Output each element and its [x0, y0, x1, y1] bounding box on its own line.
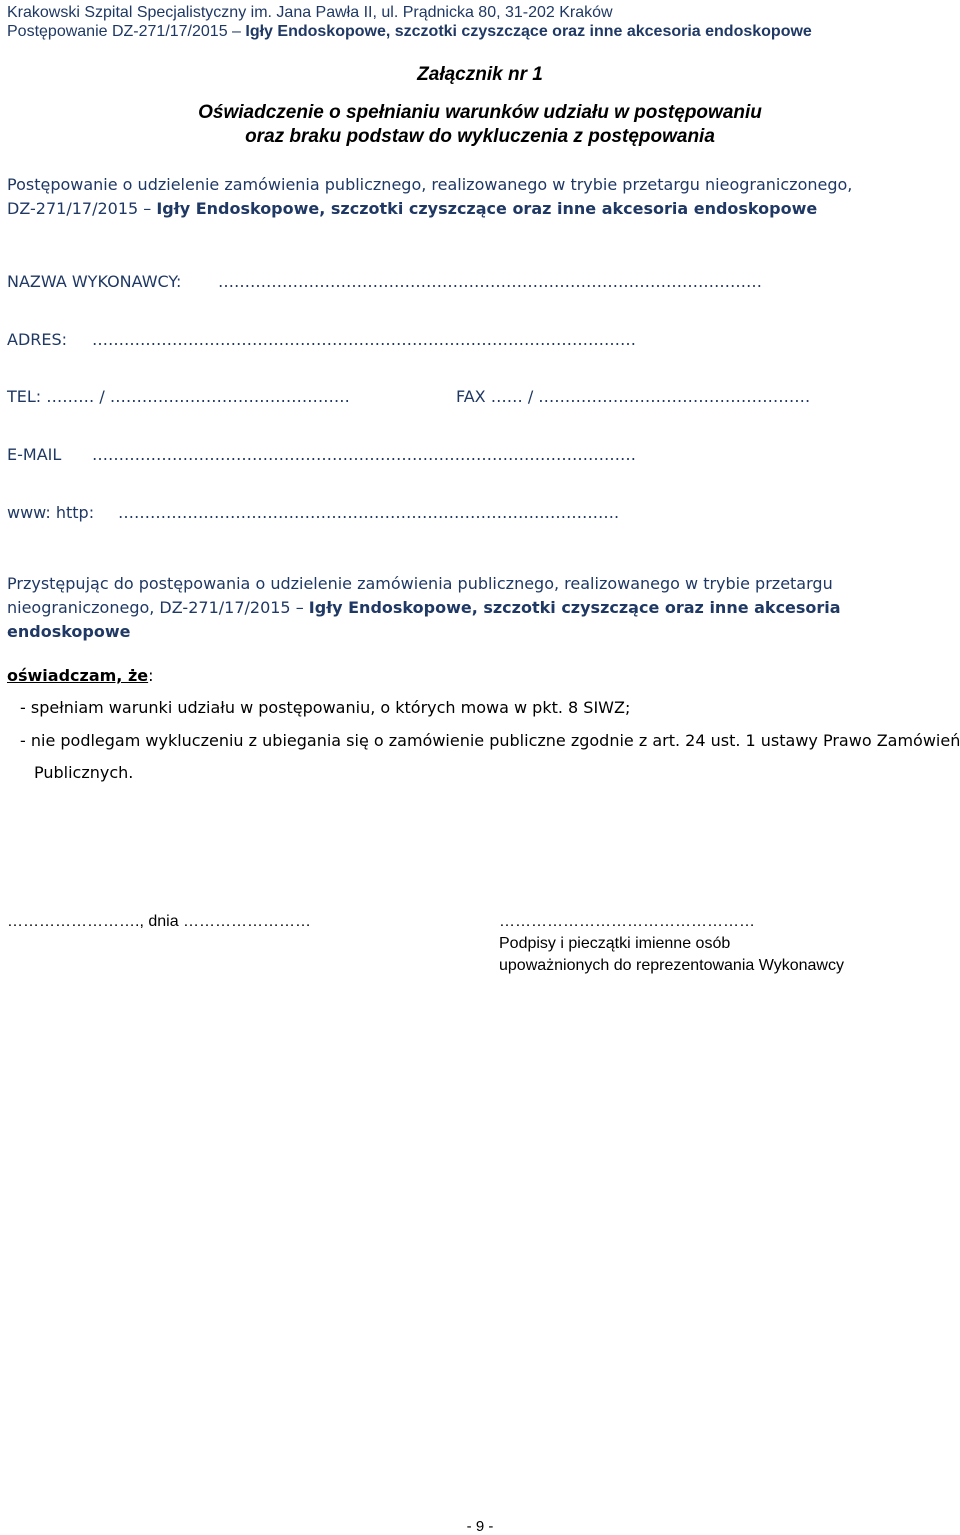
statement-line3: endoskopowe [7, 622, 131, 641]
signature-label-line1: Podpisy i pieczątki imienne osób [499, 935, 731, 952]
address-field[interactable]: ………………………………………………………………………………………… [92, 330, 636, 349]
header-institution: Krakowski Szpital Specjalistyczny im. Jana Pawła II, ul. Prądnicka 80, 31-202 Kraków [7, 4, 613, 21]
tel-field[interactable]: TEL: ……… / ……………………………………… [7, 387, 350, 406]
declaration-item-2: - nie podlegam wykluczeniu z ubiegania się o zamówienie publiczne zgodnie z art. 24 ust. 1 ustawy Prawo Zamówień [20, 731, 960, 750]
signature-label-line2: upoważnionych do reprezentowania Wykonawcy [499, 957, 844, 974]
intro-procedure-number: DZ-271/17/2015 – [7, 199, 157, 218]
document-title-line1: Oświadczenie o spełnianiu warunków udziału w postępowaniu [198, 102, 762, 123]
declaration-heading [7, 666, 154, 685]
declaration-item-1: - spełniam warunki udziału w postępowaniu, o których mowa w pkt. 8 SIWZ; [20, 698, 631, 717]
page-number: - 9 - [466, 1518, 494, 1535]
declaration-colon: : [148, 666, 154, 685]
annex-title: Załącznik nr 1 [417, 64, 543, 85]
fax-field[interactable]: FAX …… / …………………………………………… [456, 387, 811, 406]
declaration-label: oświadczam, że [7, 666, 149, 685]
intro-line2 [7, 196, 947, 221]
email-field[interactable]: ………………………………………………………………………………………… [92, 445, 636, 464]
statement-procedure-number: nieograniczonego, DZ-271/17/2015 – [7, 598, 309, 617]
www-label: www: http: [7, 503, 95, 522]
place-date-field[interactable]: ……………………., dnia …………………… [7, 913, 312, 930]
www-field[interactable]: …………………………………………………………………………………. [118, 503, 620, 522]
header-procedure-subject: Igły Endoskopowe, szczotki czyszczące oraz inne akcesoria endoskopowe [245, 23, 812, 40]
header-procedure [7, 23, 812, 41]
statement-line1: Przystępując do postępowania o udzielenie zamówienia publicznego, realizowanego w trybie przetargu [7, 574, 833, 593]
intro-line1: Postępowanie o udzielenie zamówienia publicznego, realizowanego w trybie przetargu nieograniczonego, [7, 175, 853, 194]
statement-procedure-subject: Igły Endoskopowe, szczotki czyszczące oraz inne akcesoria [308, 598, 841, 617]
contractor-name-label: NAZWA WYKONAWCY: [7, 272, 182, 291]
statement-line2 [7, 598, 841, 617]
email-label: E-MAIL [7, 445, 62, 464]
declaration-item-2-cont: Publicznych. [34, 763, 134, 782]
header-procedure-prefix: Postępowanie DZ-271/17/2015 – [7, 23, 246, 40]
address-label: ADRES: [7, 330, 68, 349]
contractor-name-field[interactable]: ………………………………………………………………………………………… [218, 272, 762, 291]
signature-line[interactable]: ………………………………………… [499, 913, 755, 930]
document-title-line2: oraz braku podstaw do wykluczenia z postępowania [245, 126, 715, 147]
intro-procedure-subject: Igły Endoskopowe, szczotki czyszczące oraz inne akcesoria endoskopowe [156, 199, 818, 218]
